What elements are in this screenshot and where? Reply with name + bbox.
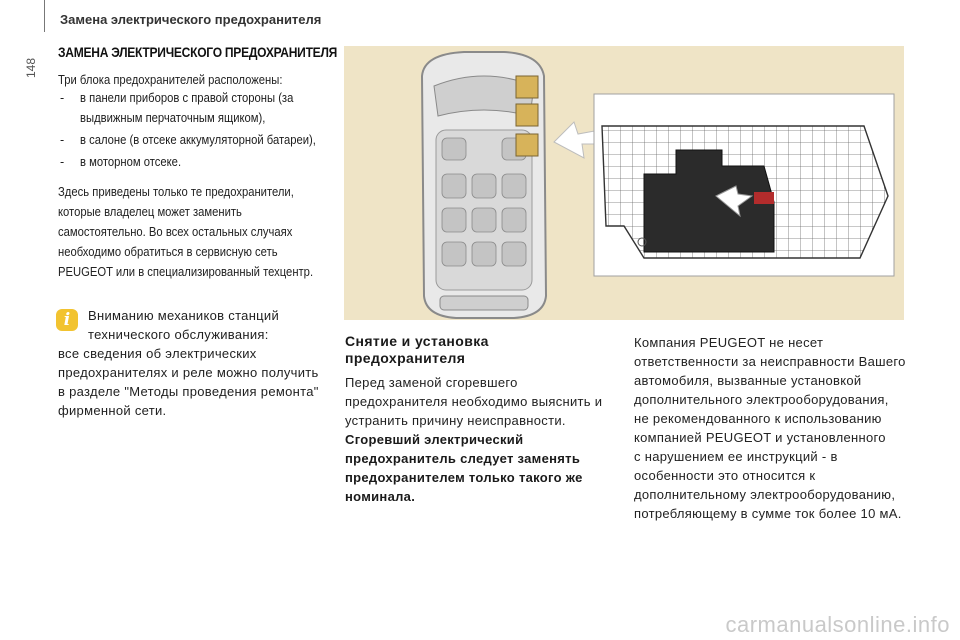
- bullet-dash: -: [60, 155, 65, 169]
- info-line: предохранителях и реле можно получить: [58, 365, 319, 380]
- list-item-line: в салоне (в отсеке аккумуляторной батареи),: [80, 133, 316, 147]
- warning-line: Сгоревший электрический: [345, 432, 524, 447]
- list-item-line: в моторном отсеке.: [80, 155, 182, 169]
- removal-intro: [345, 373, 605, 430]
- lead-text: Три блока предохранителей расположены:: [58, 73, 283, 87]
- list-item-line: выдвижным перчаточным ящиком),: [80, 111, 266, 125]
- warning-line: предохранителем только такого же: [345, 470, 583, 485]
- disclaimer-line: особенности это относится к: [634, 468, 816, 483]
- disclaimer-line: автомобиля, вызванные установкой: [634, 373, 862, 388]
- vehicle-diagram: [344, 46, 904, 320]
- replaceable-fuses-note: [58, 182, 358, 282]
- note-line: которые владелец может заменить: [58, 205, 242, 219]
- disclaimer-line: ответственности за неисправности Вашего: [634, 354, 906, 369]
- fuse-rating-warning: [345, 430, 605, 506]
- removal-heading: [345, 333, 489, 367]
- info-line: все сведения об электрических: [58, 346, 257, 361]
- running-header: Замена электрического предохранителя: [60, 12, 322, 27]
- pointer-arrow-icon: [554, 122, 600, 158]
- heading-line: Снятие и установка: [345, 333, 489, 349]
- list-item: [58, 152, 348, 172]
- note-line: PEUGEOT или в специализированный техцентр.: [58, 265, 314, 279]
- dashboard-fuse-box: [516, 104, 538, 126]
- intro-line: Перед заменой сгоревшего: [345, 375, 518, 390]
- page-number: 148: [24, 57, 38, 79]
- engine-compartment-fuse-box: [516, 76, 538, 98]
- disclaimer-line: потребляющему в сумме ток более 10 мА.: [634, 506, 902, 521]
- info-line: технического обслуживания:: [88, 327, 269, 342]
- info-icon: i: [56, 309, 78, 331]
- section-title: ЗАМЕНА ЭЛЕКТРИЧЕСКОГО ПРЕДОХРАНИТЕЛЯ: [58, 44, 338, 60]
- disclaimer-line: компанией PEUGEOT и установленного: [634, 430, 886, 445]
- header-divider: [44, 0, 45, 32]
- warning-line: предохранитель следует заменять: [345, 451, 581, 466]
- mechanics-info-note: [58, 306, 348, 420]
- bullet-dash: -: [60, 133, 65, 147]
- intro-line: устранить причину неисправности.: [345, 413, 566, 428]
- info-line: в разделе "Методы проведения ремонта": [58, 384, 319, 399]
- fuse-box-locations-list: [58, 88, 348, 174]
- list-item: [58, 130, 348, 150]
- disclaimer-line: дополнительного электрооборудования,: [634, 392, 889, 407]
- intro-line: предохранителя необходимо выяснить и: [345, 394, 603, 409]
- disclaimer-line: не рекомендованного к использованию: [634, 411, 882, 426]
- fuse-box-markers: [516, 76, 538, 156]
- list-item-line: в панели приборов с правой стороны (за: [80, 91, 294, 105]
- heading-line: предохранителя: [345, 350, 466, 366]
- warning-line: номинала.: [345, 489, 416, 504]
- disclaimer-line: дополнительному электрооборудованию,: [634, 487, 896, 502]
- dashboard-closeup-inset: [594, 94, 894, 276]
- note-line: Здесь приведены только те предохранители,: [58, 185, 294, 199]
- list-item: [58, 88, 348, 128]
- site-watermark: carmanualsonline.info: [725, 612, 950, 637]
- disclaimer-line: Компания PEUGEOT не несет: [634, 335, 824, 350]
- liability-disclaimer: [634, 333, 924, 523]
- bullet-dash: -: [60, 91, 65, 105]
- fuse-location-illustration: [344, 46, 904, 320]
- cabin-fuse-box: [516, 134, 538, 156]
- note-line: самостоятельно. Во всех остальных случаях: [58, 225, 293, 239]
- info-line: фирменной сети.: [58, 403, 167, 418]
- info-line: Вниманию механиков станций: [88, 308, 280, 323]
- disclaimer-line: с нарушением ее инструкций - в: [634, 449, 838, 464]
- note-line: необходимо обратиться в сервисную сеть: [58, 245, 278, 259]
